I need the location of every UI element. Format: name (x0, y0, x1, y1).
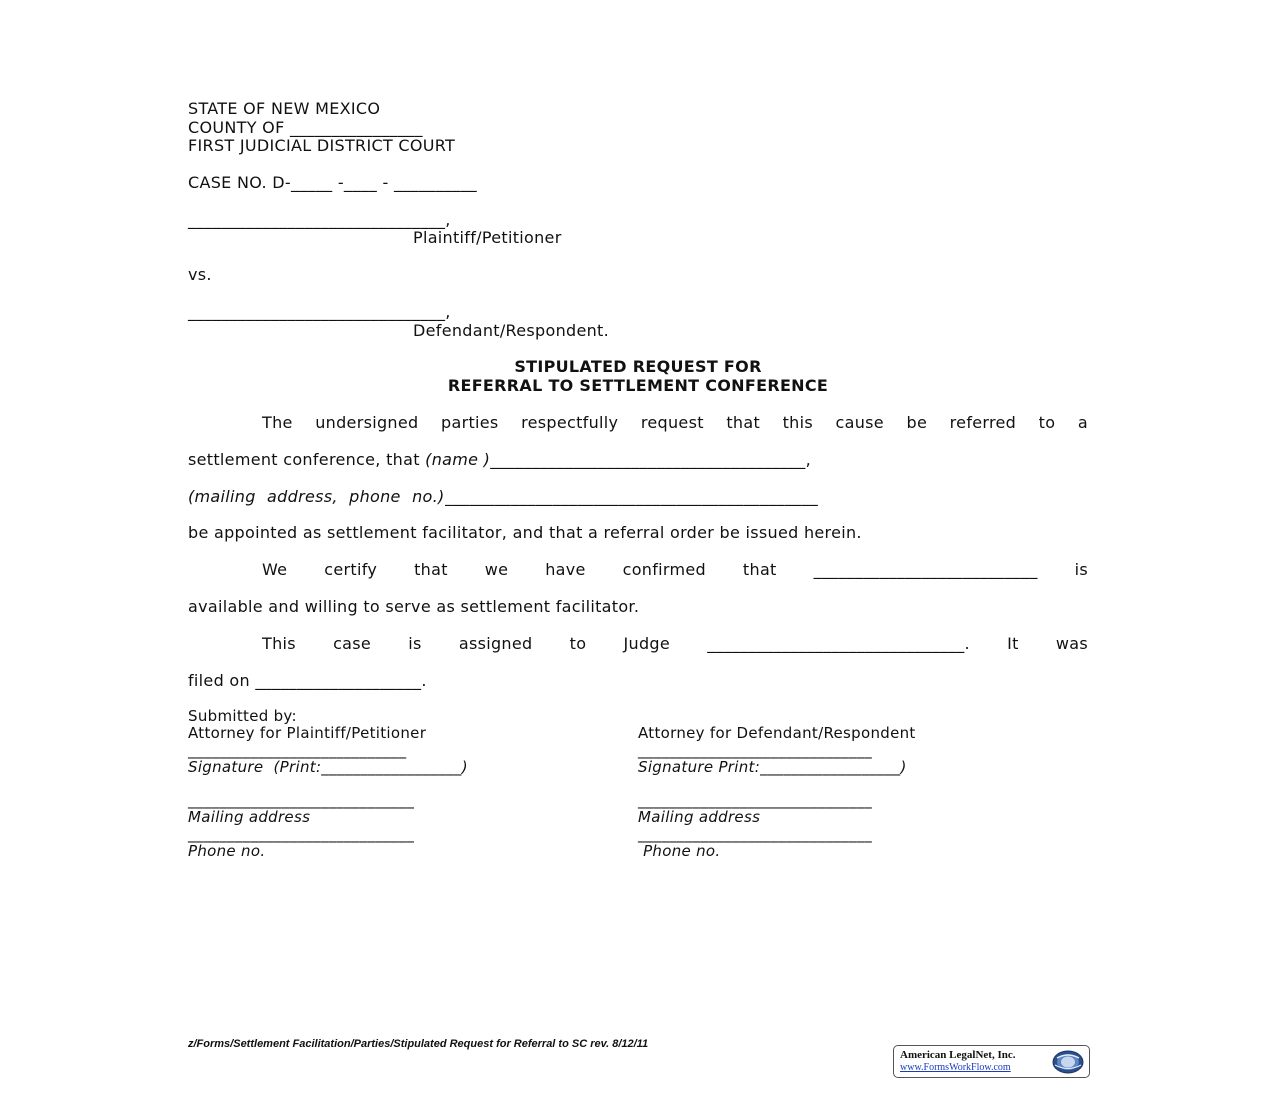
globe-icon (1051, 1048, 1085, 1075)
paragraph-1-line-4: be appointed as settlement facilitator, and that a referral order be issued herein. (188, 523, 862, 542)
submitted-by-label: Submitted by: (188, 707, 297, 725)
case-number: CASE NO. D-_____ -____ - __________ (188, 173, 477, 192)
plaintiff-signature-line: ____________________________ (188, 741, 407, 759)
defendant-attorney-heading: Attorney for Defendant/Respondent (638, 724, 916, 742)
plaintiff-phone-line: _____________________________ (188, 825, 415, 843)
document-title-line2: REFERRAL TO SETTLEMENT CONFERENCE (447, 376, 829, 395)
logo-website-link[interactable]: www.FormsWorkFlow.com (900, 1062, 1011, 1073)
paragraph-1-line-2 (188, 450, 811, 470)
mailing-address-hint: (mailing address, phone no.) (188, 487, 445, 506)
settlement-conference-text: settlement conference, that (188, 450, 426, 469)
mailing-address-blank: _____________________________________________ (444, 487, 819, 506)
defendant-signature-line: ______________________________ (638, 741, 872, 759)
facilitator-name-blank: ______________________________________, (490, 450, 811, 469)
state-heading: STATE OF NEW MEXICO (188, 99, 381, 118)
american-legalnet-logo[interactable] (893, 1045, 1090, 1078)
defendant-label: Defendant/Respondent. (413, 321, 610, 340)
name-hint: (name ) (425, 450, 491, 469)
paragraph-2-line-1: We certify that we have confirmed that ___________________________ is (262, 560, 1088, 579)
county-heading: COUNTY OF ________________ (188, 118, 423, 137)
plaintiff-name-line: _______________________________, (188, 210, 451, 229)
plaintiff-mailing-label: Mailing address (188, 808, 311, 826)
plaintiff-phone-label: Phone no. (188, 842, 266, 860)
defendant-phone-label: Phone no. (638, 842, 721, 860)
document-title-line1: STIPULATED REQUEST FOR (514, 357, 762, 376)
plaintiff-mailing-line: _____________________________ (188, 791, 415, 809)
paragraph-3-line-1: This case is assigned to Judge _______________________________. It was (262, 634, 1088, 653)
defendant-name-line: _______________________________, (188, 302, 451, 321)
paragraph-1-line-1: The undersigned parties respectfully request that this cause be referred to a (262, 413, 1088, 432)
defendant-signature-label: Signature Print:__________________) (638, 758, 907, 776)
plaintiff-label: Plaintiff/Petitioner (413, 228, 562, 247)
defendant-mailing-line: ______________________________ (638, 791, 872, 809)
court-heading: FIRST JUDICIAL DISTRICT COURT (188, 136, 456, 155)
paragraph-3-line-2: filed on ____________________. (188, 671, 427, 690)
versus-label: vs. (188, 265, 212, 284)
footer-file-path: z/Forms/Settlement Facilitation/Parties/Stipulated Request for Referral to SC rev. 8/12/11 (188, 1038, 649, 1050)
paragraph-1-line-3 (188, 487, 1088, 507)
paragraph-2-line-2: available and willing to serve as settlement facilitator. (188, 597, 640, 616)
logo-company-name: American LegalNet, Inc. (900, 1049, 1016, 1061)
plaintiff-attorney-heading: Attorney for Plaintiff/Petitioner (188, 724, 427, 742)
defendant-phone-line: ______________________________ (638, 825, 872, 843)
defendant-mailing-label: Mailing address (638, 808, 761, 826)
plaintiff-signature-label: Signature (Print:__________________) (188, 758, 468, 776)
